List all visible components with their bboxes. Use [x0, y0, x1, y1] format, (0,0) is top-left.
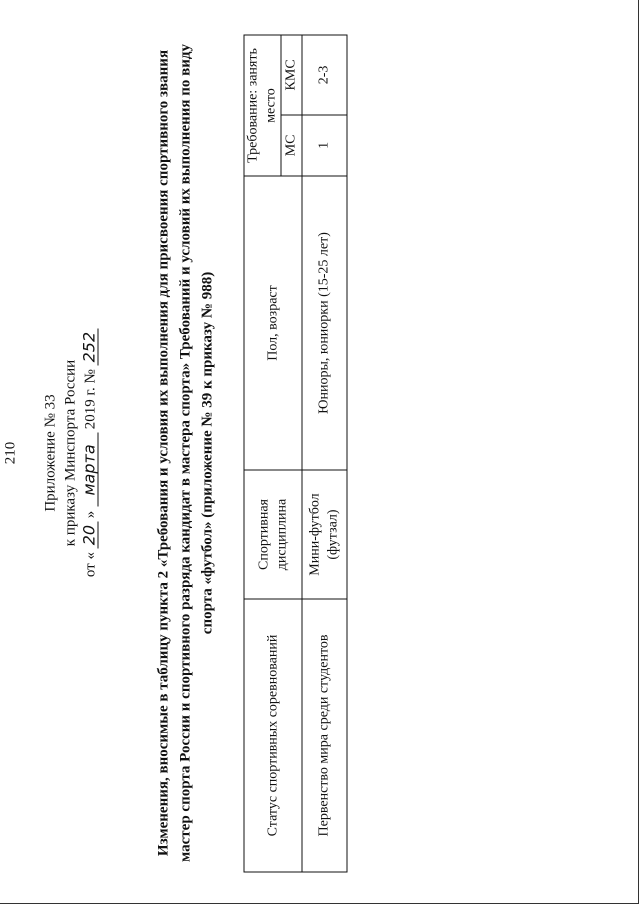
- date-month-handwritten: марта: [81, 432, 98, 506]
- table-row: [302, 35, 347, 872]
- cell-sex-age: Юниоры, юниорки (15-25 лет): [302, 176, 347, 470]
- appendix-order-ref: к приказу Минспорта России: [62, 359, 78, 546]
- header-discipline: Спортивная дисциплина: [244, 470, 302, 599]
- requirements-table: [243, 34, 347, 872]
- date-prefix: от «: [82, 551, 98, 577]
- header-sex-age: Пол, возраст: [244, 176, 302, 470]
- order-number-handwritten: 252: [81, 328, 98, 365]
- cell-discipline: Мини-футбол (футзал): [302, 470, 347, 599]
- header-requirement: Требование: занять место: [244, 35, 281, 176]
- document-title: Изменения, вносимые в таблицу пункта 2 «Требования и условия их выполнения для присвоения спортивного звания мастер спорта России и спортивного разряда кандидат в мастера спорта» Требований и условий их выполнения по виду спорта «футбол» (приложение № 39 к приказу № 988): [155, 43, 215, 862]
- appendix-header: [40, 0, 100, 905]
- cell-ms: 1: [302, 114, 347, 175]
- header-status: Статус спортивных соревнований: [244, 599, 302, 872]
- date-quote-close: »: [82, 510, 98, 518]
- cell-kms: 2-3: [302, 35, 347, 115]
- appendix-date-line: [80, 0, 100, 905]
- page-number: 210: [2, 441, 18, 464]
- appendix-number: Приложение № 33: [42, 393, 58, 512]
- cell-status: Первенство мира среди студентов: [302, 599, 347, 872]
- date-day-handwritten: 20: [81, 521, 98, 547]
- header-kms: КМС: [281, 35, 302, 115]
- header-ms: МС: [281, 114, 302, 175]
- date-year: 2019 г. №: [82, 368, 98, 429]
